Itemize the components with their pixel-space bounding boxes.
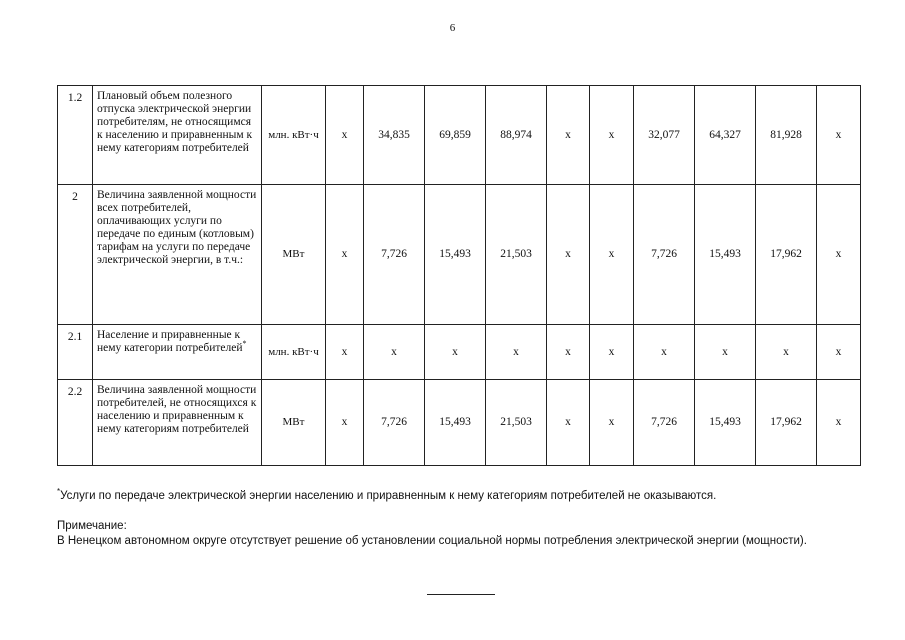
value-cell: x (326, 86, 364, 185)
table-row (58, 86, 861, 185)
value-cell: 81,928 (756, 86, 817, 185)
value-cell: x (590, 86, 634, 185)
value-cell: 21,503 (486, 185, 547, 325)
value-cell: 17,962 (756, 185, 817, 325)
value-cell: 64,327 (695, 86, 756, 185)
note-text: В Ненецком автономном округе отсутствует решение об установлении социальной нормы потребления электрической энергии (мощности). (57, 535, 807, 547)
row-unit: МВт (262, 380, 326, 466)
indicator-text: Величина заявленной мощности всех потребителей, оплачивающих услуги по передаче по единым (котловым) тарифам на услуги по передаче электрической энергии, в т.ч.: (97, 189, 257, 266)
row-number: 2.1 (58, 325, 93, 380)
footnote-ref-marker: * (242, 339, 247, 349)
row-indicator-name (93, 325, 262, 380)
table-row (58, 185, 861, 325)
value-cell: x (590, 380, 634, 466)
value-cell: 15,493 (425, 380, 486, 466)
row-indicator-name (93, 380, 262, 466)
row-unit: МВт (262, 185, 326, 325)
value-cell: x (547, 380, 590, 466)
value-cell: x (590, 185, 634, 325)
value-cell: 7,726 (364, 185, 425, 325)
footnote (57, 487, 717, 502)
value-cell: 7,726 (634, 380, 695, 466)
value-cell: x (634, 325, 695, 380)
value-cell: x (425, 325, 486, 380)
value-cell: x (817, 86, 861, 185)
footnote-marker: * (57, 487, 61, 497)
value-cell: x (695, 325, 756, 380)
value-cell: 21,503 (486, 380, 547, 466)
value-cell: 17,962 (756, 380, 817, 466)
row-number: 2 (58, 185, 93, 325)
value-cell: 88,974 (486, 86, 547, 185)
value-cell: x (817, 325, 861, 380)
value-cell: x (326, 185, 364, 325)
value-cell: x (326, 325, 364, 380)
value-cell: 34,835 (364, 86, 425, 185)
table-row (58, 380, 861, 466)
value-cell: 7,726 (634, 185, 695, 325)
indicator-text: Величина заявленной мощности потребителей, не относящихся к населению и приравненным к нему категориям потребителей (97, 384, 257, 435)
row-indicator-name (93, 86, 262, 185)
value-cell: x (326, 380, 364, 466)
bottom-rule (427, 594, 495, 595)
value-cell: 15,493 (695, 185, 756, 325)
page-number: 6 (449, 22, 456, 34)
value-cell: 7,726 (364, 380, 425, 466)
value-cell: 15,493 (425, 185, 486, 325)
row-unit: млн. кВт·ч (262, 325, 326, 380)
note-title: Примечание: (57, 520, 127, 532)
footnote-text: Услуги по передаче электрической энергии населению и приравненным к нему категориям потребителей не оказываются. (60, 490, 717, 502)
value-cell: x (817, 185, 861, 325)
value-cell: x (547, 325, 590, 380)
tariff-table (57, 85, 861, 466)
indicator-text: Население и приравненные к нему категории потребителей (97, 329, 243, 354)
value-cell: x (547, 86, 590, 185)
indicator-text: Плановый объем полезного отпуска электрической энергии потребителям, не относящимся к населению и приравненным к нему категориям потребителей (97, 90, 253, 154)
value-cell: x (547, 185, 590, 325)
row-unit: млн. кВт·ч (262, 86, 326, 185)
row-indicator-name (93, 185, 262, 325)
value-cell: 32,077 (634, 86, 695, 185)
table-row (58, 325, 861, 380)
value-cell: 15,493 (695, 380, 756, 466)
value-cell: 69,859 (425, 86, 486, 185)
value-cell: x (486, 325, 547, 380)
row-number: 1.2 (58, 86, 93, 185)
row-number: 2.2 (58, 380, 93, 466)
value-cell: x (756, 325, 817, 380)
value-cell: x (364, 325, 425, 380)
value-cell: x (817, 380, 861, 466)
value-cell: x (590, 325, 634, 380)
